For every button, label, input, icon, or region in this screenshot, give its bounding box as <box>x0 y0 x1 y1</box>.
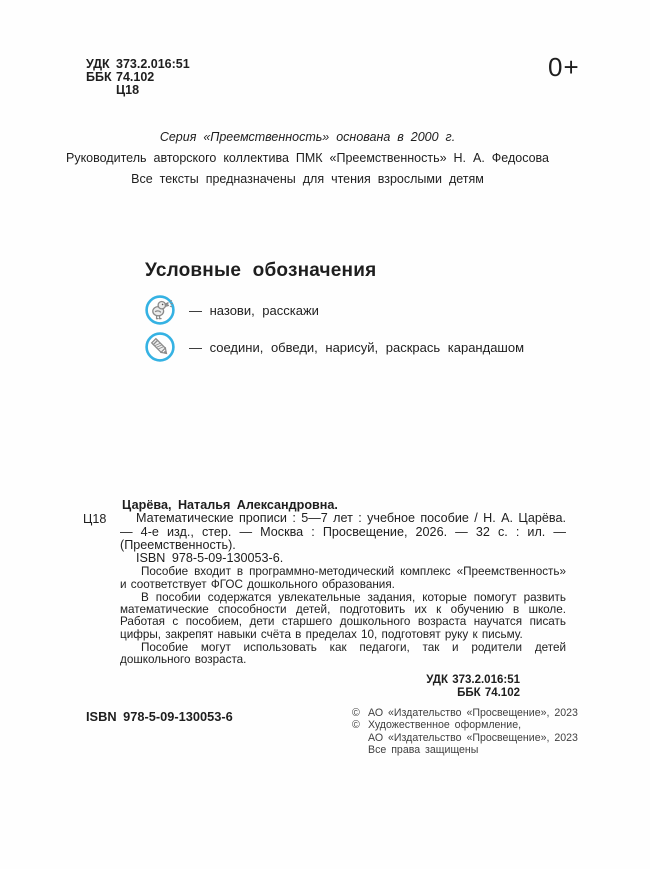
copyright-text: Все права защищены <box>368 744 479 757</box>
legend-section <box>145 260 565 369</box>
copyright-mark <box>352 744 368 756</box>
catalog-author-code: Ц18 <box>83 512 107 526</box>
legend-item-speak <box>145 295 565 325</box>
udk-bbk-right-block <box>120 674 566 699</box>
series-block <box>40 127 575 190</box>
series-head-line: Руководитель авторского коллектива ПМК «Преемственность» Н. А. Федосова <box>65 151 549 165</box>
annotation-paragraph-1: Пособие входит в программно-методический комплекс «Преемственность» и соответствует ФГОС дошкольного образования. <box>120 565 566 591</box>
copyright-text: Художественное оформление, <box>368 719 522 732</box>
catalog-author: Царёва, Наталья Александровна. <box>122 498 338 512</box>
catalog-isbn: ISBN 978-5-09-130053-6. <box>136 551 284 566</box>
series-founded-line: Серия «Преемственность» основана в 2000 г. <box>159 130 456 144</box>
classification-codes <box>86 58 190 98</box>
legend-item-draw <box>145 332 565 362</box>
author-code: Ц18 <box>116 83 140 98</box>
series-note-line: Все тексты предназначены для чтения взрослыми детям <box>131 172 484 186</box>
legend-item-draw-label: — соедини, обведи, нарисуй, раскрась карандашом <box>189 339 525 355</box>
copyright-mark: © <box>352 719 360 732</box>
copyright-mark: © <box>352 707 360 719</box>
catalog-description: Математические прописи : 5—7 лет : учебное пособие / Н. А. Царёва. — 4-е изд., стер. — Москва : Просвещение, 2026. — 32 с. : ил. — (Преемственность). <box>120 511 566 552</box>
udk-label: УДК <box>86 57 110 71</box>
legend-title: Условные обозначения <box>145 260 377 281</box>
copyright-mark <box>352 732 368 744</box>
legend-item-speak-label: — назови, расскажи <box>189 302 319 318</box>
footer-isbn: ISBN 978-5-09-130053-6 <box>86 709 233 724</box>
copyright-text: АО «Издательство «Просвещение», 2023 <box>368 707 578 719</box>
annotation-paragraph-2: В пособии содержатся увлекательные задания, которые помогут развить математические способности детей, подготовить их к обучению в школе. Работая с пособием, дети старшего дошкольного возраста научатся писать цифры, закрепят навыки счёта в пределах 10, подготовят руку к письму. <box>120 590 566 641</box>
pencil-icon <box>145 332 175 362</box>
copyright-line <box>352 719 578 731</box>
age-rating-badge: 0+ <box>548 52 580 82</box>
copyright-block <box>352 707 578 757</box>
annotation-paragraph-3: Пособие могут использовать как педагоги, так и родители детей дошкольного возраста. <box>120 640 566 666</box>
copyright-text: АО «Издательство «Просвещение», 2023 <box>368 731 578 744</box>
copyright-line <box>352 744 578 756</box>
catalog-card <box>83 498 566 699</box>
udk-right: УДК 373.2.016:51 <box>426 674 520 687</box>
bird-icon <box>145 295 175 325</box>
copyright-line <box>352 707 578 719</box>
author-code-row <box>86 84 190 97</box>
udk-value: 373.2.016:51 <box>116 57 190 71</box>
bbk-label: ББК <box>86 70 112 85</box>
bbk-right: ББК 74.102 <box>457 686 520 699</box>
copyright-line <box>352 732 578 744</box>
bbk-value: 74.102 <box>116 70 155 85</box>
